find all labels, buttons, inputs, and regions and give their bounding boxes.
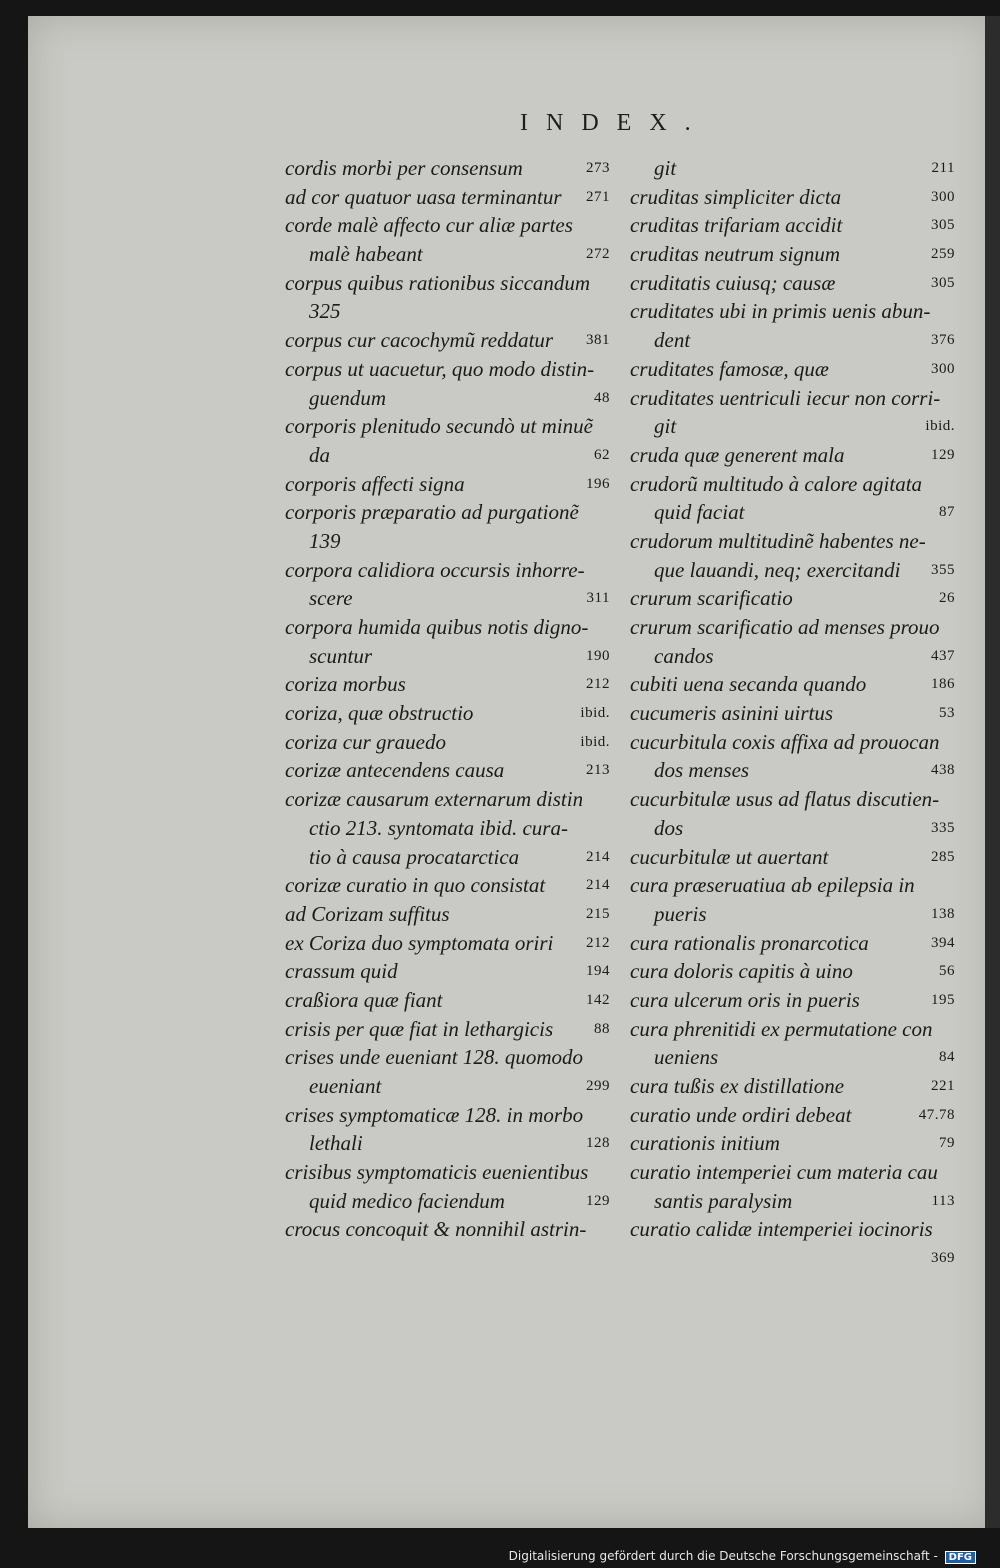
entry-text: corizæ curatio in quo consistat xyxy=(285,873,546,898)
index-entry xyxy=(285,498,610,527)
entry-text: corpus cur cacochymũ reddatur xyxy=(285,328,554,353)
entry-text: crurum scarificatio xyxy=(630,586,793,611)
entry-text: curationis initium xyxy=(630,1131,780,1156)
page-reference: 196 xyxy=(586,475,610,492)
entry-text: coriza morbus xyxy=(285,672,406,697)
page-reference: 129 xyxy=(931,446,955,463)
index-entry xyxy=(285,929,610,958)
entry-text: guendum xyxy=(309,385,386,410)
page-reference: 437 xyxy=(931,647,955,664)
entry-text: crudorum multitudinẽ habentes ne- xyxy=(630,528,926,553)
index-entry xyxy=(285,1158,610,1187)
page-reference: ibid. xyxy=(925,418,955,435)
entry-text: eueniant xyxy=(309,1074,382,1098)
index-entry xyxy=(630,1129,955,1158)
entry-text: ctio 213. syntomata ibid. cura- xyxy=(309,815,568,840)
index-entry xyxy=(630,1244,955,1273)
index-entry xyxy=(630,183,955,212)
index-entry xyxy=(630,470,955,499)
entry-text: cruditates uentriculi iecur non corri- xyxy=(630,385,941,410)
page-reference: 285 xyxy=(931,848,955,865)
index-entry xyxy=(630,843,955,872)
index-entry xyxy=(285,1072,610,1101)
entry-text: cruditates famosæ, quæ xyxy=(630,356,829,381)
index-entry xyxy=(285,556,610,585)
page-reference: 53 xyxy=(939,705,955,722)
page-reference: 47.78 xyxy=(918,1106,955,1123)
page-reference: 271 xyxy=(586,188,610,205)
page-reference: 305 xyxy=(931,274,955,291)
page-reference: 87 xyxy=(939,504,955,521)
index-entry xyxy=(285,441,610,470)
index-entry xyxy=(285,785,610,814)
index-entry xyxy=(630,556,955,585)
index-entry xyxy=(285,470,610,499)
index-entry xyxy=(285,1129,610,1158)
entry-text: crassum quid xyxy=(285,959,398,984)
index-entry xyxy=(630,670,955,699)
page-reference: 300 xyxy=(931,188,955,205)
index-entry xyxy=(285,183,610,212)
index-entry xyxy=(285,384,610,413)
digitization-credit xyxy=(509,1549,976,1564)
index-entry xyxy=(630,384,955,413)
page-edge xyxy=(985,16,1000,1528)
index-entry xyxy=(285,269,610,298)
entry-text: cruditatis cuiusq; causæ xyxy=(630,270,836,295)
index-entry xyxy=(285,412,610,441)
running-head: INDEX. xyxy=(520,110,709,136)
index-entry xyxy=(285,355,610,384)
entry-text: scere xyxy=(309,586,353,611)
page-reference: 214 xyxy=(586,877,610,894)
page-reference: 79 xyxy=(939,1135,955,1152)
entry-text: cubiti uena secanda quando xyxy=(630,672,867,697)
index-entry xyxy=(285,326,610,355)
entry-text: cura phrenitidi ex permutatione con xyxy=(630,1016,933,1041)
index-entry xyxy=(630,1101,955,1130)
entry-text: cordis morbi per consensum xyxy=(285,156,523,180)
page-reference: 194 xyxy=(586,963,610,980)
entry-text: crudorũ multitudo à calore agitata xyxy=(630,471,923,496)
entry-text: ueniens xyxy=(654,1045,719,1070)
index-entry xyxy=(285,613,610,642)
page-reference: 259 xyxy=(931,246,955,263)
page-reference: 221 xyxy=(931,1078,955,1094)
index-entry xyxy=(630,355,955,384)
entry-text: corporis plenitudo secundò ut minuẽ xyxy=(285,414,593,439)
entry-text: corporis præparatio ad purgationẽ xyxy=(285,500,579,525)
index-entry xyxy=(285,1215,610,1244)
page-reference: 62 xyxy=(594,446,610,463)
entry-text: corde malè affecto cur aliæ partes xyxy=(285,213,573,238)
page-reference: 142 xyxy=(586,991,610,1008)
index-entry xyxy=(285,642,610,671)
page-reference: 438 xyxy=(931,762,955,779)
page-reference: 213 xyxy=(586,762,610,779)
dfg-logo-icon: DFG xyxy=(945,1551,976,1564)
page-reference: 212 xyxy=(586,934,610,951)
index-entry xyxy=(630,1215,955,1244)
entry-text: corporis affecti signa xyxy=(285,471,465,496)
index-entry xyxy=(630,957,955,986)
page-reference: 355 xyxy=(931,561,955,578)
index-entry xyxy=(285,670,610,699)
index-entry xyxy=(285,986,610,1015)
index-entry xyxy=(285,699,610,728)
entry-text: coriza, quæ obstructio xyxy=(285,701,474,726)
entry-text: cruditas simpliciter dicta xyxy=(630,184,842,209)
index-entry xyxy=(630,728,955,757)
entry-text: ad cor quatuor uasa terminantur xyxy=(285,184,562,209)
page-reference: 186 xyxy=(931,676,955,693)
index-entry xyxy=(285,1043,610,1072)
entry-text: quid medico faciendum xyxy=(309,1188,505,1213)
index-entry xyxy=(630,871,955,900)
index-entry xyxy=(285,843,610,872)
entry-text: cucurbitula coxis affixa ad prouocan xyxy=(630,729,940,754)
entry-text: cucurbitulæ usus ad flatus discutien- xyxy=(630,787,940,812)
page-reference: 299 xyxy=(586,1078,610,1094)
entry-text: ex Coriza duo symptomata oriri xyxy=(285,930,554,955)
index-entry xyxy=(630,211,955,240)
index-entry xyxy=(630,326,955,355)
entry-text: lethali xyxy=(309,1131,363,1156)
index-entry xyxy=(285,154,610,183)
entry-text: corpora humida quibus notis digno- xyxy=(285,615,589,639)
index-entry xyxy=(285,240,610,269)
entry-text: da xyxy=(309,442,330,467)
index-entry xyxy=(630,699,955,728)
entry-text: quid faciat xyxy=(654,500,745,525)
entry-text: crises symptomaticæ 128. in morbo xyxy=(285,1102,584,1127)
index-entry xyxy=(285,814,610,843)
index-entry xyxy=(285,756,610,785)
entry-text: tio à causa procatarctica xyxy=(309,844,520,869)
index-entry xyxy=(630,1158,955,1187)
entry-text: 325 xyxy=(309,299,341,324)
page-reference: 273 xyxy=(586,160,610,176)
index-entry xyxy=(630,498,955,527)
entry-text: curatio calidæ intemperiei iocinoris xyxy=(630,1217,933,1242)
index-entry xyxy=(630,642,955,671)
entry-text: cura tußis ex distillatione xyxy=(630,1074,845,1098)
page-reference: 394 xyxy=(931,934,955,951)
index-entry xyxy=(630,240,955,269)
entry-text: candos xyxy=(654,643,714,668)
entry-text: que lauandi, neq; exercitandi xyxy=(654,557,901,582)
entry-text: corpus quibus rationibus siccandum xyxy=(285,270,591,295)
page-reference: 128 xyxy=(586,1135,610,1152)
index-entry xyxy=(630,154,955,183)
index-entry xyxy=(285,728,610,757)
index-entry xyxy=(630,1043,955,1072)
entry-text: cura doloris capitis à uino xyxy=(630,959,853,984)
entry-text: dos xyxy=(654,815,684,840)
page-reference: ibid. xyxy=(580,733,610,750)
entry-text: cura ulcerum oris in pueris xyxy=(630,987,860,1012)
page-reference: 195 xyxy=(931,991,955,1008)
entry-text: curatio unde ordiri debeat xyxy=(630,1102,852,1127)
entry-text: crocus concoquit & nonnihil astrin- xyxy=(285,1217,587,1242)
page-reference: 138 xyxy=(931,905,955,922)
index-entry xyxy=(630,814,955,843)
index-entry xyxy=(285,900,610,929)
index-entry xyxy=(285,584,610,613)
entry-text: cucumeris asinini uirtus xyxy=(630,701,833,726)
entry-text: corizæ antecendens causa xyxy=(285,758,505,783)
entry-text: cucurbitulæ ut auertant xyxy=(630,844,829,869)
entry-text: corpora calidiora occursis inhorre- xyxy=(285,557,585,582)
page-reference: 300 xyxy=(931,360,955,377)
entry-text: cruditates ubi in primis uenis abun- xyxy=(630,299,931,324)
entry-text: crisis per quæ fiat in lethargicis xyxy=(285,1016,554,1041)
index-entry xyxy=(285,1015,610,1044)
entry-text: git xyxy=(654,156,677,180)
page-reference: 48 xyxy=(594,389,610,406)
page-reference: 311 xyxy=(586,590,610,607)
page-reference: 212 xyxy=(586,676,610,693)
entry-text: santis paralysim xyxy=(654,1188,793,1213)
entry-text: crises unde eueniant 128. quomodo xyxy=(285,1045,584,1070)
index-column-left xyxy=(285,154,610,1244)
index-entry xyxy=(285,957,610,986)
page-reference: 214 xyxy=(586,848,610,865)
entry-text: malè habeant xyxy=(309,242,423,267)
entry-text: cruditas neutrum signum xyxy=(630,242,840,267)
index-entry xyxy=(630,756,955,785)
index-entry xyxy=(630,1187,955,1216)
page-reference: 88 xyxy=(594,1020,610,1037)
page-reference: 190 xyxy=(586,647,610,664)
entry-text: corpus ut uacuetur, quo modo distin- xyxy=(285,356,595,381)
index-entry xyxy=(285,871,610,900)
page-reference: 376 xyxy=(931,332,955,349)
entry-text: cruditas trifariam accidit xyxy=(630,213,843,238)
entry-text: cura præseruatiua ab epilepsia in xyxy=(630,873,915,898)
page-reference: 381 xyxy=(586,332,610,349)
index-entry xyxy=(630,785,955,814)
credit-text: Digitalisierung gefördert durch die Deutsche Forschungsgemeinschaft - xyxy=(508,1549,938,1563)
index-entry xyxy=(285,297,610,326)
index-entry xyxy=(630,986,955,1015)
page-reference: 215 xyxy=(586,905,610,922)
entry-text: cruda quæ generent mala xyxy=(630,442,845,467)
entry-text: corizæ causarum externarum distin xyxy=(285,787,584,812)
page-reference: 335 xyxy=(931,819,955,836)
entry-text: 139 xyxy=(309,528,341,553)
page-reference: 113 xyxy=(931,1192,955,1209)
index-column-right xyxy=(630,154,955,1273)
entry-text: coriza cur grauedo xyxy=(285,729,446,754)
entry-text: git xyxy=(654,414,677,439)
entry-text: crisibus symptomaticis euenientibus xyxy=(285,1160,589,1185)
index-entry xyxy=(630,269,955,298)
index-entry xyxy=(285,1101,610,1130)
page-reference: ibid. xyxy=(580,705,610,722)
index-entry xyxy=(630,527,955,556)
entry-text: cura rationalis pronarcotica xyxy=(630,930,869,955)
entry-text: curatio intemperiei cum materia cau xyxy=(630,1160,938,1185)
page-reference: 369 xyxy=(931,1250,955,1267)
entry-text: dent xyxy=(654,328,691,353)
index-entry xyxy=(630,441,955,470)
page-reference: 305 xyxy=(931,217,955,234)
index-entry xyxy=(630,1015,955,1044)
index-entry xyxy=(630,1072,955,1101)
entry-text: pueris xyxy=(654,901,707,926)
page-reference: 56 xyxy=(939,963,955,980)
entry-text: crurum scarificatio ad menses prouo xyxy=(630,615,940,639)
index-entry xyxy=(630,584,955,613)
index-entry xyxy=(630,900,955,929)
page-reference: 26 xyxy=(939,590,955,607)
entry-text: dos menses xyxy=(654,758,750,783)
page-reference: 129 xyxy=(586,1192,610,1209)
index-entry xyxy=(630,412,955,441)
index-entry xyxy=(630,929,955,958)
page-reference: 84 xyxy=(939,1049,955,1066)
entry-text: scuntur xyxy=(309,643,372,668)
page-reference: 272 xyxy=(586,246,610,263)
entry-text: craßiora quæ fiant xyxy=(285,987,443,1012)
index-entry xyxy=(285,527,610,556)
entry-text: ad Corizam suffitus xyxy=(285,901,450,926)
index-entry xyxy=(285,211,610,240)
index-entry xyxy=(630,613,955,642)
index-entry xyxy=(285,1187,610,1216)
index-entry xyxy=(630,297,955,326)
page-reference: 211 xyxy=(931,160,955,176)
